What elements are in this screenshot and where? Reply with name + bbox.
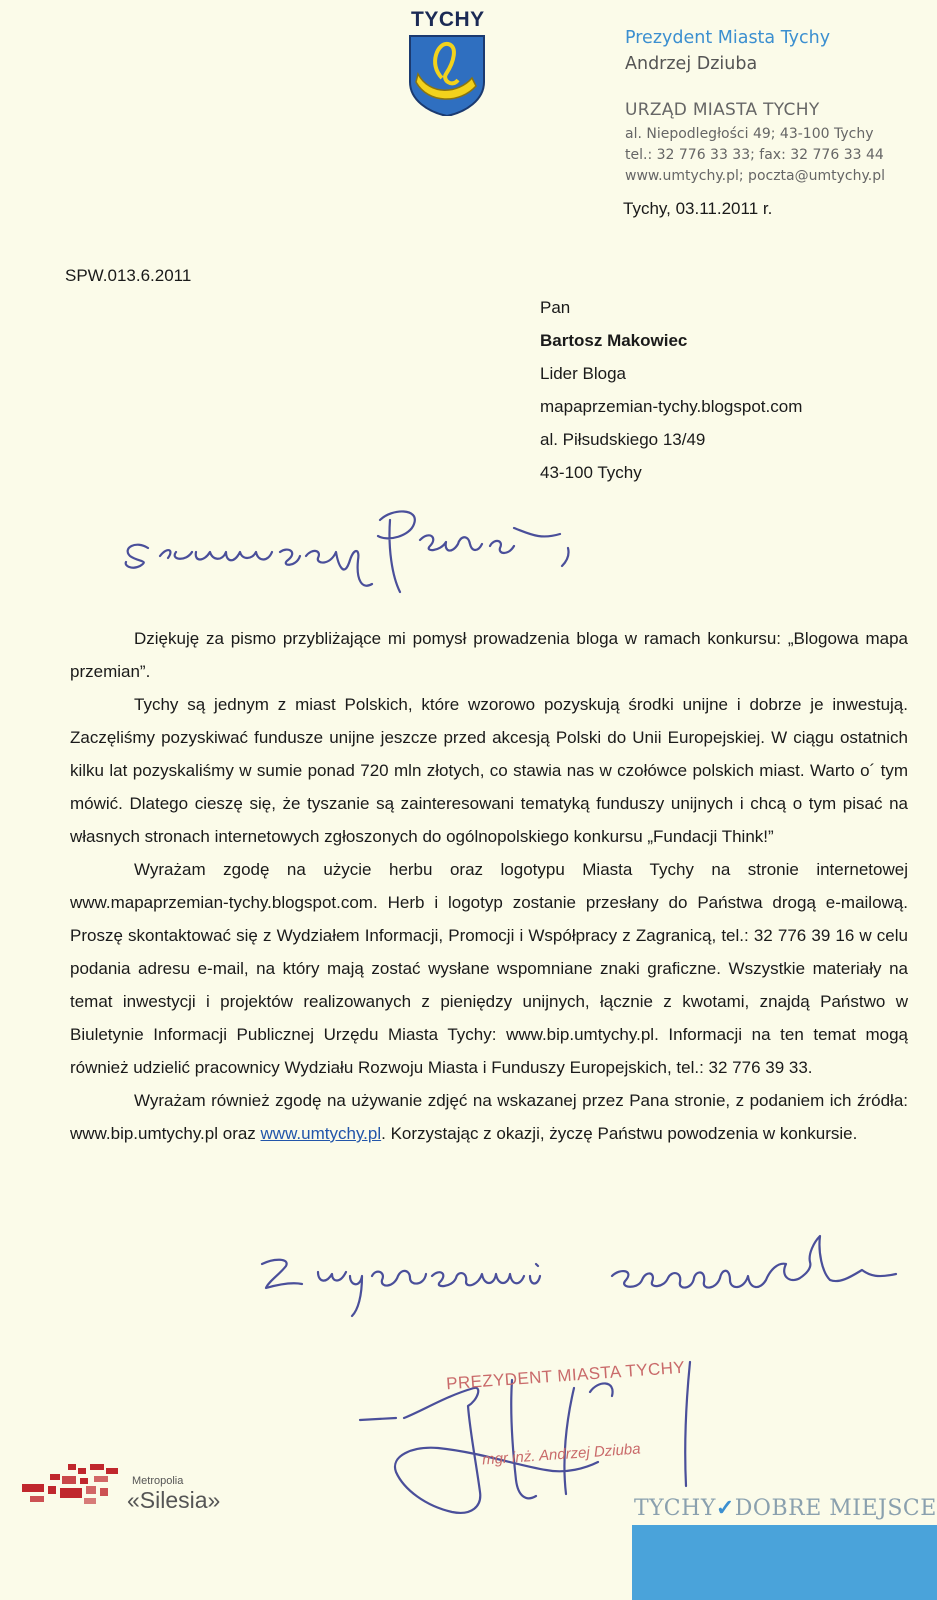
paragraph-4-text-end: . Korzystając z okazji, życzę Państwu powodzenia w konkursie. bbox=[381, 1124, 858, 1143]
letter-body bbox=[70, 622, 908, 1150]
paragraph-1: Dziękuję za pismo przybliżające mi pomysł prowadzenia bloga w ramach konkursu: „Blogowa mapa przemian”. bbox=[70, 629, 908, 681]
paragraph-2: Tychy są jednym z miast Polskich, które wzorowo pozyskują środki unijne i dobrze je inwestują. Zaczęliśmy pozyskiwać fundusze unijne jeszcze przed akcesją Polski do Unii Europejskiej. W ciągu ostatnich kilku lat pozyskaliśmy w sumie ponad 720 mln złotych, co stawia nas w czołówce polskich miast. Warto o´ tym mówić. Dlatego cieszę się, że tyszanie są zainteresowani tematyką funduszy unijnych i chcą o tym pisać na własnych stronach internetowych zgłoszonych do ogólnopolskiego konkursu „Fundacji Think!” bbox=[70, 695, 908, 846]
stamp-name: mgr inż. Andrzej Dziuba bbox=[481, 1440, 642, 1469]
president-title: Prezydent Miasta Tychy bbox=[625, 28, 831, 48]
stamp-title: PREZYDENT MIASTA TYCHY bbox=[445, 1357, 686, 1394]
metropolia-silesia-logo-icon bbox=[20, 1462, 120, 1506]
recipient-role: Lider Bloga bbox=[540, 364, 627, 383]
paragraph-3: Wyrażam zgodę na użycie herbu oraz logotypu Miasta Tychy na stronie internetowej www.mapaprzemian-tychy.blogspot.com. Herb i logotyp zostanie przesłany do Państwa drogą e-mailową. Proszę skontaktować się z Wydziałem Informacji, Promocji i Współpracy z Zagranicą, tel.: 32 776 39 16 w celu podania adresu e-mail, na który mają zostać wysłane wspomniane znaki graficzne. Wszystkie materiały na temat inwestycji i projektów realizowanych z pieniędzy unijnych, łącznie z kwotami, znajdą Państwo w Biuletynie Informacji Publicznej Urzędu Miasta Tychy: www.bip.umtychy.pl. Informacji na ten temat mogą również udzielić pracownicy Wydziału Rozwoju Miasta i Funduszy Europejskich, tel.: 32 776 39 33. bbox=[70, 860, 908, 1077]
closing-handwriting bbox=[262, 1236, 896, 1316]
reference-number: SPW.013.6.2011 bbox=[65, 266, 192, 285]
metropolia-label: Metropolia bbox=[132, 1475, 184, 1487]
city-crest-horn-icon bbox=[408, 34, 486, 116]
paragraph-4 bbox=[70, 1084, 908, 1150]
recipient-blog: mapaprzemian-tychy.blogspot.com bbox=[540, 397, 803, 416]
city-slogan bbox=[634, 1495, 937, 1521]
greeting-handwriting bbox=[126, 511, 569, 592]
office-address: al. Niepodległości 49; 43-100 Tychy bbox=[625, 126, 874, 142]
slogan-tagline: DOBRE MIEJSCE bbox=[734, 1496, 937, 1521]
paragraph-4-text-start: Wyrażam również zgodę na używanie zdjęć na wskazanej przez Pana stronie, z podaniem ich źródła: www.bip.umtychy.pl oraz bbox=[70, 1091, 908, 1143]
recipient-street: al. Piłsudskiego 13/49 bbox=[540, 430, 706, 449]
office-web-email: www.umtychy.pl; poczta@umtychy.pl bbox=[625, 168, 885, 184]
silesia-label: «Silesia» bbox=[127, 1487, 221, 1513]
office-phone-fax: tel.: 32 776 33 33; fax: 32 776 33 44 bbox=[625, 147, 884, 163]
slogan-city: TYCHY bbox=[634, 1496, 716, 1521]
recipient-city: 43-100 Tychy bbox=[540, 463, 642, 482]
letter-date: Tychy, 03.11.2011 r. bbox=[623, 199, 773, 218]
recipient-salutation: Pan bbox=[540, 298, 571, 317]
recipient-name: Bartosz Makowiec bbox=[540, 331, 688, 350]
slogan-check-icon: ✓ bbox=[715, 1495, 735, 1521]
umtychy-link[interactable]: www.umtychy.pl bbox=[260, 1124, 382, 1143]
city-name-logo: TYCHY bbox=[411, 8, 485, 31]
office-name: URZĄD MIASTA TYCHY bbox=[625, 100, 820, 120]
president-name: Andrzej Dziuba bbox=[625, 54, 758, 74]
footer-blue-bar bbox=[632, 1525, 937, 1600]
